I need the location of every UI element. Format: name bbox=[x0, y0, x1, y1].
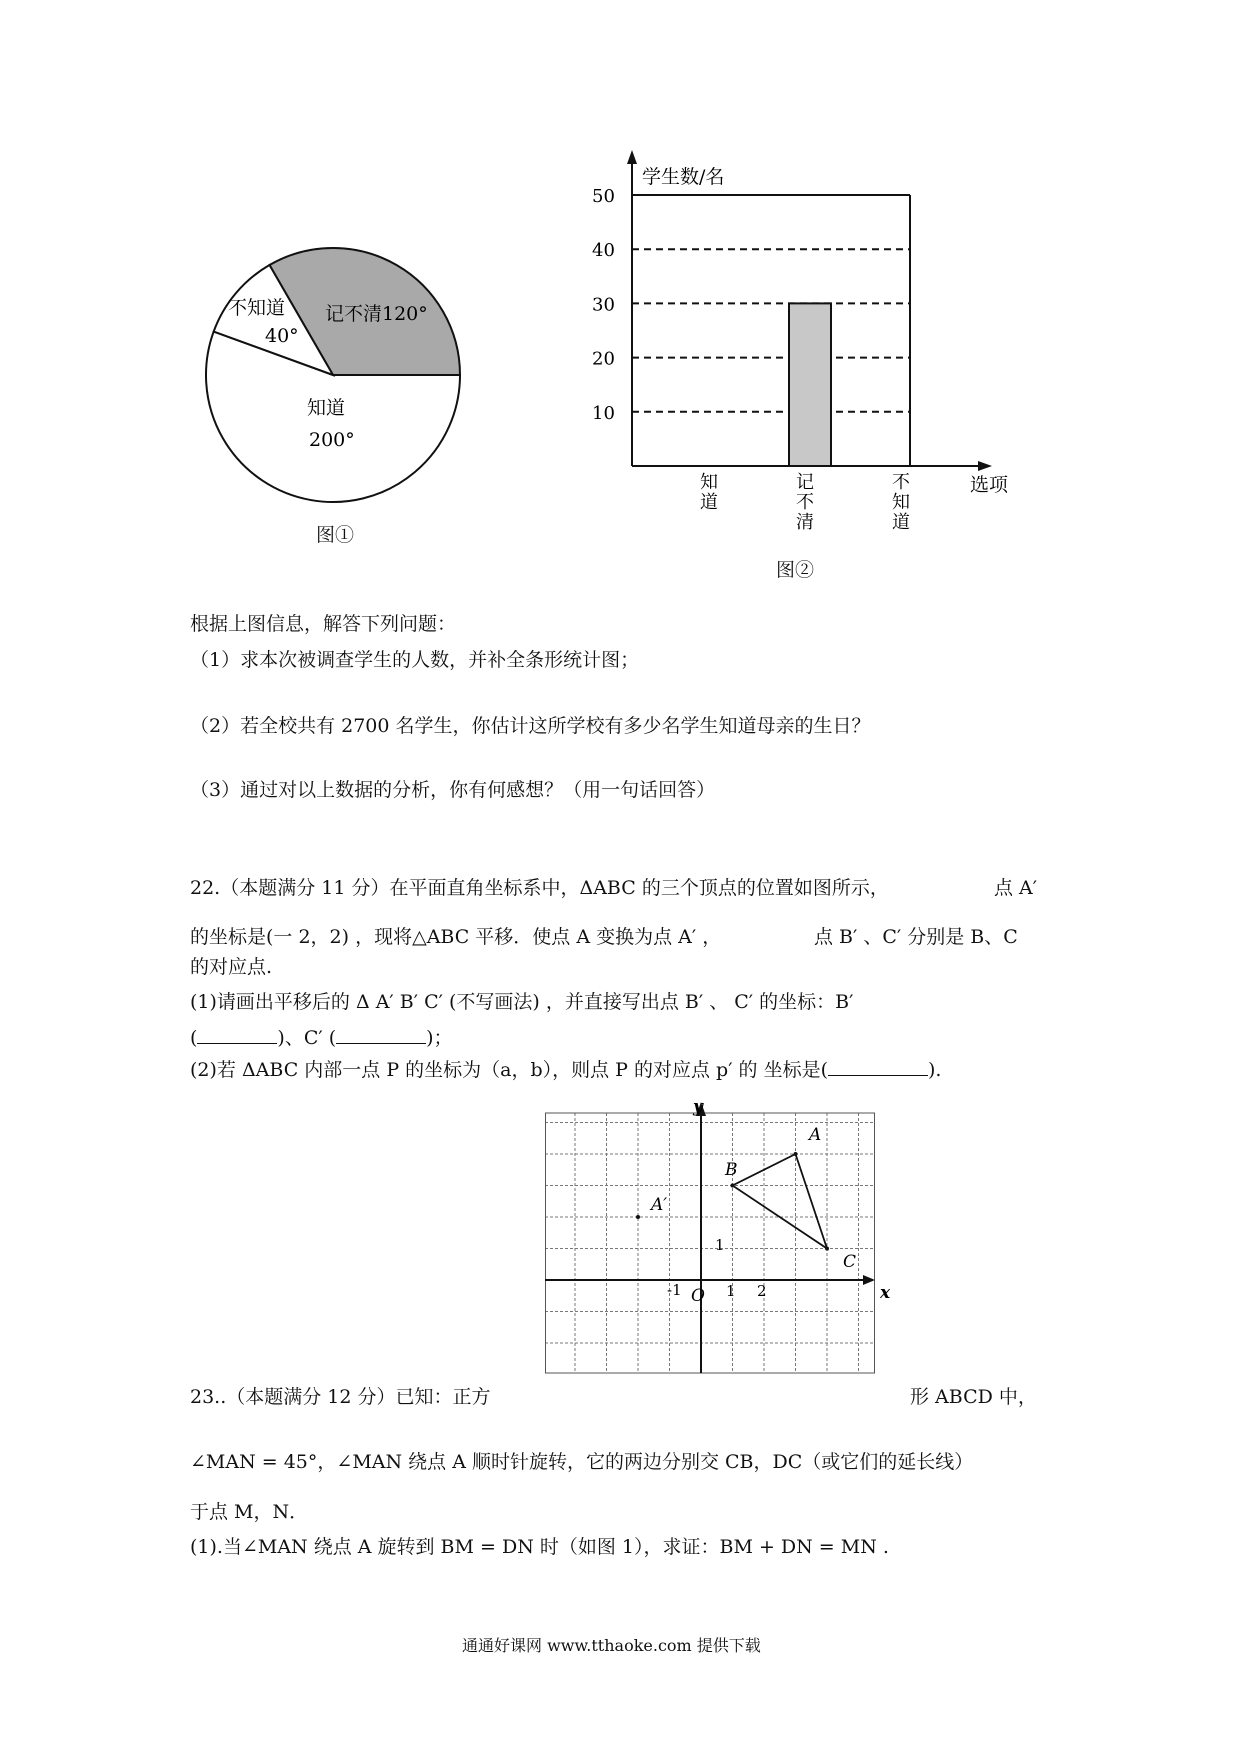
origin-label: O bbox=[691, 1286, 705, 1306]
q22-line4: (1)请画出平移后的 Δ A′ B′ C′ (不写画法) ，并直接写出点 B′ 、 C′ 的坐标：B′ bbox=[190, 991, 854, 1013]
bar-xlabel: 选项 bbox=[970, 474, 1009, 496]
pie-chart bbox=[195, 220, 475, 520]
q22-line1 bbox=[190, 876, 889, 900]
q22-line5 bbox=[190, 1025, 453, 1050]
y-tick-label: 50 bbox=[592, 186, 615, 207]
pie-label-jibuqing: 记不清 bbox=[325, 303, 383, 325]
q23-line4: (1).当∠MAN 绕点 A 旋转到 BM = DN 时（如图 1），求证：BM + DN = MN . bbox=[190, 1536, 889, 1558]
tick-label-x2: 2 bbox=[757, 1282, 767, 1300]
point-c bbox=[825, 1247, 829, 1251]
q22-line6 bbox=[190, 1057, 941, 1082]
pie-angle-zhidao: 200° bbox=[309, 429, 355, 451]
category-label: 不知道 bbox=[892, 472, 910, 533]
page-footer: 通通好课网 www.tthaoke.com 提供下载 bbox=[462, 1636, 761, 1655]
point-label-a: A bbox=[809, 1125, 822, 1145]
q23-line3: 于点 M，N． bbox=[190, 1501, 309, 1523]
point-label-aprime: A′ bbox=[651, 1195, 668, 1215]
q22-line6-a: (2)若 ΔABC 内部一点 P 的坐标为（a，b），则点 P 的对应点 p′ 的 坐标是( bbox=[190, 1059, 829, 1081]
bar-ylabel: 学生数/名 bbox=[642, 166, 725, 188]
point-label-b: B bbox=[725, 1160, 738, 1180]
pie-angle-jibuqing: 120° bbox=[382, 303, 428, 325]
q23-line1 bbox=[190, 1385, 491, 1409]
q22-line2-end: 点 B′ 、C′ 分别是 B、C bbox=[814, 926, 1018, 948]
y-tick-label: 10 bbox=[592, 402, 615, 424]
bar-1 bbox=[789, 303, 831, 466]
category-label: 记不清 bbox=[796, 472, 814, 533]
category-label: 知道 bbox=[700, 472, 718, 513]
q21-part3: （3）通过对以上数据的分析，你有何感想？（用一句话回答） bbox=[190, 779, 716, 801]
q22-line5-c: )； bbox=[426, 1027, 453, 1049]
coordinate-grid bbox=[545, 1098, 890, 1378]
x-axis-arrow bbox=[863, 1275, 875, 1285]
triangle-abc bbox=[733, 1154, 828, 1249]
y-tick-label: 40 bbox=[592, 240, 615, 262]
point-a bbox=[794, 1152, 798, 1156]
y-tick-label: 20 bbox=[592, 348, 615, 370]
q22-line5-a: ( bbox=[190, 1027, 198, 1049]
x-axis-arrow bbox=[978, 461, 992, 471]
q23-number: 23.. bbox=[190, 1386, 227, 1408]
point-b bbox=[731, 1184, 735, 1188]
x-axis-label: x bbox=[880, 1283, 890, 1303]
pie-caption: 图① bbox=[316, 524, 355, 546]
y-axis-label: y bbox=[693, 1098, 703, 1117]
point-aprime bbox=[636, 1215, 640, 1219]
q23-line1-end: 形 ABCD 中， bbox=[910, 1386, 1037, 1408]
q22-line1-end: 点 A′ bbox=[994, 877, 1038, 899]
bar-caption: 图② bbox=[776, 559, 815, 581]
tick-label-x1: 1 bbox=[726, 1282, 736, 1300]
q22-text-1a: 在平面直角坐标系中，ΔABC 的三个顶点的位置如图所示， bbox=[389, 877, 889, 899]
q22-line2: 的坐标是(一 2，2) ，现将△ABC 平移．使点 A 变换为点 A′ ， bbox=[190, 926, 722, 948]
tick-label-y1: 1 bbox=[715, 1236, 725, 1254]
q22-number: 22. bbox=[190, 877, 221, 899]
pie-angle-buzhidao: 40° bbox=[265, 325, 299, 347]
q23-line2: ∠MAN = 45°，∠MAN 绕点 A 顺时针旋转，它的两边分别交 CB，DC（或它们的延长线） bbox=[190, 1451, 974, 1473]
pie-label-zhidao: 知道 bbox=[307, 397, 346, 419]
bar-chart bbox=[580, 150, 1050, 550]
q23-text-1a: 已知：正方 bbox=[395, 1386, 491, 1408]
pie-label-buzhidao: 不知道 bbox=[228, 297, 286, 319]
q22-score: （本题满分 11 分） bbox=[220, 877, 390, 899]
tick-label-neg1: -1 bbox=[667, 1281, 682, 1299]
q22-line6-b: ). bbox=[928, 1059, 942, 1081]
answer-blank-bprime[interactable] bbox=[197, 1025, 277, 1044]
q22-line3: 的对应点. bbox=[190, 956, 273, 978]
q21-part2: （2）若全校共有 2700 名学生，你估计这所学校有多少名学生知道母亲的生日？ bbox=[190, 715, 871, 737]
y-tick-label: 30 bbox=[592, 294, 615, 316]
q22-line5-b: )、C′ ( bbox=[277, 1027, 337, 1049]
y-axis-arrow bbox=[627, 150, 637, 164]
q21-part1: （1）求本次被调查学生的人数，并补全条形统计图； bbox=[190, 649, 640, 671]
answer-blank-cprime[interactable] bbox=[336, 1025, 426, 1044]
q21-intro: 根据上图信息，解答下列问题： bbox=[190, 613, 457, 635]
q23-score: （本题满分 12 分） bbox=[226, 1386, 396, 1408]
answer-blank-pprime[interactable] bbox=[828, 1057, 928, 1076]
point-label-c: C bbox=[843, 1252, 857, 1272]
